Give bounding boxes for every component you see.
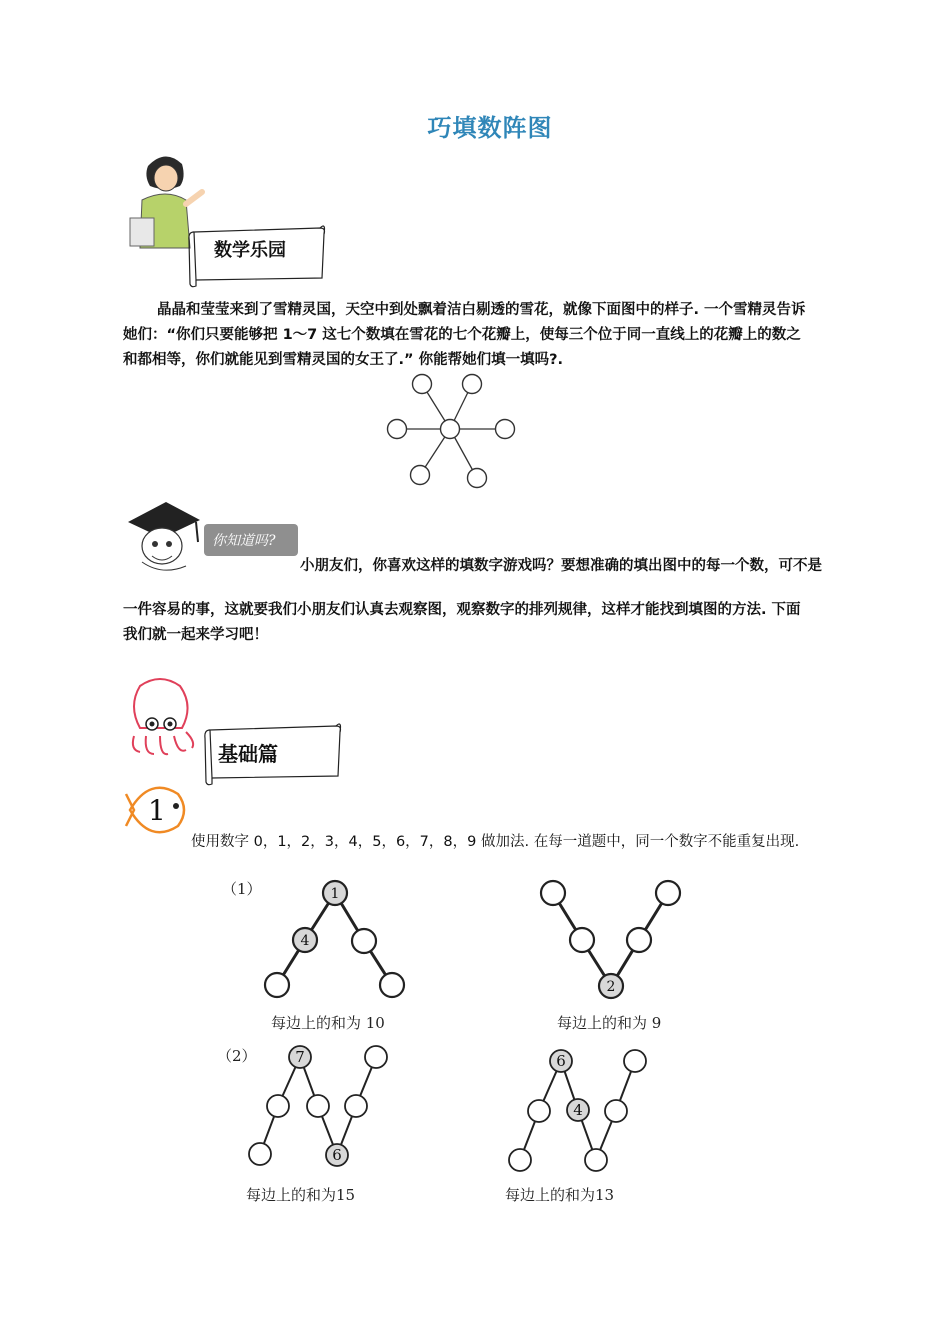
intro-line-2: 她们：“你们只要能够把 1～7 这七个数填在雪花的七个花瓣上，使每三个位于同一直线上的花瓣上的数之 [123, 327, 801, 343]
puzzle-node [509, 1149, 531, 1171]
puzzle-node [352, 929, 376, 953]
figure-caption-b: 每边上的和为 9 [557, 1014, 662, 1032]
given-number: 2 [606, 979, 616, 995]
puzzle-node [345, 1095, 367, 1117]
puzzle-node [307, 1095, 329, 1117]
section-banner-label: 数学乐园 [214, 240, 286, 261]
puzzle-node [265, 973, 289, 997]
puzzle-node [605, 1100, 627, 1122]
figure-caption-d: 每边上的和为13 [505, 1186, 615, 1204]
figure-label-2: （2） [217, 1047, 257, 1065]
puzzle-node [528, 1100, 550, 1122]
did-you-know-label: 你知道吗? [212, 533, 276, 549]
puzzle-node [380, 973, 404, 997]
exercise-instruction: 使用数字 0，1，2，3，4，5，6，7，8，9 做加法. 在每一道题中，同一个数字不能重复出现. [191, 834, 800, 850]
given-number: 6 [332, 1146, 342, 1164]
know-line-3: 我们就一起来学习吧！ [123, 627, 268, 643]
puzzle-node [249, 1143, 271, 1165]
section-banner-label: 基础篇 [218, 742, 278, 766]
exercise-number: 1 [148, 794, 166, 827]
know-line-1: 小朋友们，你喜欢这样的填数字游戏吗？要想准确的填出图中的每一个数，可不是 [300, 558, 822, 574]
puzzle-node [570, 928, 594, 952]
figure-caption-a: 每边上的和为 10 [271, 1014, 385, 1032]
puzzle-node [627, 928, 651, 952]
page-title: 巧填数阵图 [427, 114, 553, 142]
figure-label-1: （1） [222, 880, 262, 898]
given-number: 6 [556, 1052, 566, 1070]
figure-caption-c: 每边上的和为15 [246, 1186, 356, 1204]
intro-line-1: 晶晶和莹莹来到了雪精灵国，天空中到处飘着洁白剔透的雪花，就像下面图中的样子. 一个雪精灵告诉 [157, 302, 806, 318]
given-number: 1 [330, 886, 340, 902]
puzzle-node [656, 881, 680, 905]
puzzle-node [267, 1095, 289, 1117]
puzzle-node [585, 1149, 607, 1171]
puzzle-node [541, 881, 565, 905]
puzzle-node [624, 1050, 646, 1072]
given-number: 7 [295, 1048, 305, 1066]
given-number: 4 [300, 933, 310, 949]
puzzle-node [365, 1046, 387, 1068]
given-number: 4 [573, 1101, 583, 1119]
intro-line-3: 和都相等，你们就能见到雪精灵国的女王了.” 你能帮她们填一填吗?. [123, 352, 564, 368]
know-line-2: 一件容易的事，这就要我们小朋友们认真去观察图，观察数字的排列规律，这样才能找到填图的方法. 下面 [123, 602, 801, 618]
